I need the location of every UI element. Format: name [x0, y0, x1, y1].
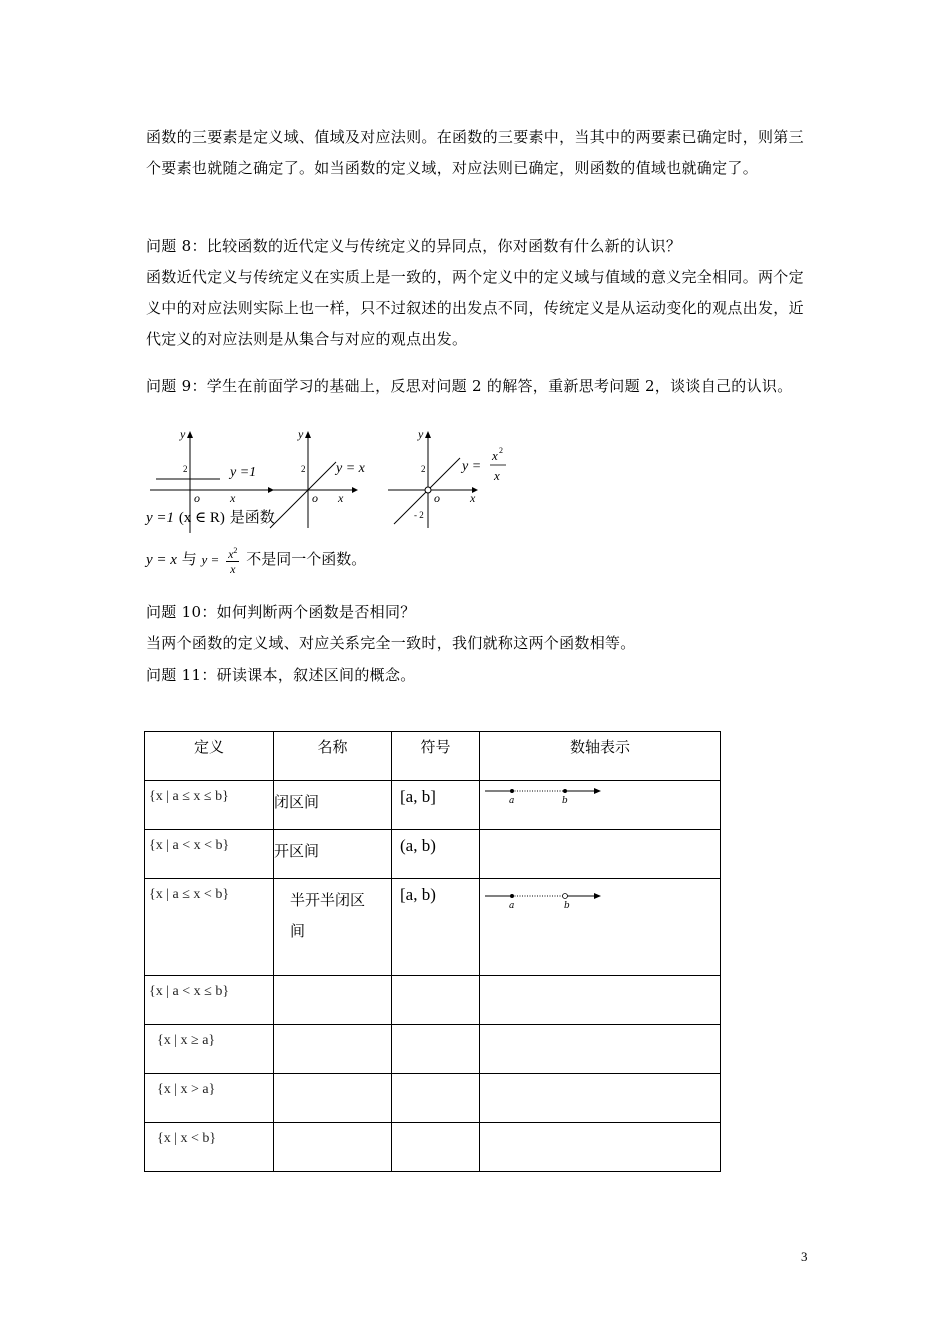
set-definition: {x | x > a} — [157, 1082, 216, 1097]
equation-lhs: y = — [462, 459, 482, 474]
interval-symbol: [a, b) — [400, 885, 436, 904]
interval-name: 半开半闭区间 — [290, 891, 366, 940]
negative-tick-label: - 2 — [414, 510, 424, 520]
axis-label-a: a — [509, 796, 515, 806]
origin-label: o — [434, 491, 440, 505]
table-row — [145, 781, 721, 830]
tick-label: 2 — [421, 464, 426, 474]
equation-exponent: 2 — [499, 446, 503, 455]
table-row — [145, 1123, 721, 1172]
header-symbol: 符号 — [420, 738, 451, 756]
graph-rational-function — [388, 428, 523, 537]
table-row — [145, 1025, 721, 1074]
header-name: 名称 — [317, 738, 348, 756]
statement-not-same-function — [146, 544, 366, 576]
connector-text: 与 — [181, 550, 197, 568]
x-axis-label: x — [338, 491, 344, 505]
function-lhs: y = — [201, 552, 220, 567]
interval-name: 闭区间 — [274, 793, 320, 811]
x-axis-label: x — [470, 491, 476, 505]
axis-label-a: a — [509, 901, 515, 911]
fraction-denominator: x — [230, 562, 236, 576]
table-row — [145, 976, 721, 1025]
graph-identity-function — [268, 428, 388, 537]
origin-label: o — [194, 491, 200, 505]
set-definition: {x | a ≤ x < b} — [149, 887, 230, 902]
question-11: 问题 11：研读课本，叙述区间的概念。 — [146, 666, 416, 684]
statement-tail: 不是同一个函数。 — [246, 550, 367, 568]
paragraph-three-elements: 函数的三要素是定义域、值域及对应法则。在函数的三要素中，当其中的两要素已确定时，则第三个要素也就随之确定了。如当函数的定义域，对应法则已确定，则函数的值域也就确定了。 — [146, 128, 804, 177]
equation-label: y =1 — [230, 465, 257, 480]
equation-numerator: x — [492, 448, 498, 463]
equation-label: y = x — [336, 461, 365, 476]
table-header-row — [145, 732, 721, 781]
interval-symbol: [a, b] — [400, 787, 436, 806]
set-definition: {x | a < x < b} — [149, 838, 230, 853]
answer-10: 当两个函数的定义域、对应关系完全一致时，我们就称这两个函数相等。 — [146, 634, 636, 652]
header-definition: 定义 — [193, 738, 224, 756]
question-10: 问题 10：如何判断两个函数是否相同？ — [146, 603, 416, 621]
set-definition: {x | a ≤ x ≤ b} — [149, 789, 229, 804]
set-definition: {x | a < x ≤ b} — [149, 984, 230, 999]
tick-label: 2 — [301, 464, 306, 474]
axis-label-b: b — [562, 796, 568, 806]
table-row — [145, 830, 721, 879]
domain-x-in-r: (x ∈ R) — [178, 510, 225, 526]
tick-label: 2 — [183, 464, 188, 474]
x-axis-label: x — [230, 491, 236, 505]
fraction-x-squared-over-x — [226, 544, 239, 576]
function-y-equals-x: y = x — [146, 552, 177, 568]
y-axis-label: y — [298, 428, 304, 441]
header-number-line: 数轴表示 — [569, 738, 630, 756]
statement-constant-function — [146, 506, 275, 527]
set-definition: {x | x ≥ a} — [157, 1033, 216, 1048]
table-row — [145, 879, 721, 976]
interval-symbol: (a, b) — [400, 836, 436, 855]
answer-8: 函数近代定义与传统定义在实质上是一致的，两个定义中的定义域与值域的意义完全相同。两个定义中的对应法则实际上也一样，只不过叙述的出发点不同，传统定义是从运动变化的观点出发，近代定义的对应法则是从集合与对应的观点出发。 — [146, 268, 804, 348]
fraction-exponent: 2 — [233, 546, 238, 555]
statement-text: 是函数 — [229, 508, 275, 526]
interval-name: 开区间 — [274, 842, 320, 860]
origin-label: o — [312, 491, 318, 505]
number-line-closed — [480, 781, 620, 811]
interval-table — [144, 731, 721, 1172]
page-number: 3 — [801, 1249, 808, 1264]
set-definition: {x | x < b} — [157, 1131, 217, 1146]
question-8: 问题 8：比较函数的近代定义与传统定义的异同点，你对函数有什么新的认识？ — [146, 237, 682, 255]
number-line-half-open — [480, 879, 620, 913]
equation-denominator: x — [494, 468, 500, 483]
y-axis-label: y — [418, 428, 424, 441]
table-row — [145, 1074, 721, 1123]
axis-label-b: b — [564, 901, 570, 911]
fraction-numerator: x — [228, 547, 234, 561]
function-y-equals-1: y =1 — [146, 510, 175, 526]
y-axis-label: y — [180, 428, 186, 441]
question-9: 问题 9：学生在前面学习的基础上，反思对问题 2 的解答，重新思考问题 2，谈谈自己的认识。 — [146, 377, 793, 395]
